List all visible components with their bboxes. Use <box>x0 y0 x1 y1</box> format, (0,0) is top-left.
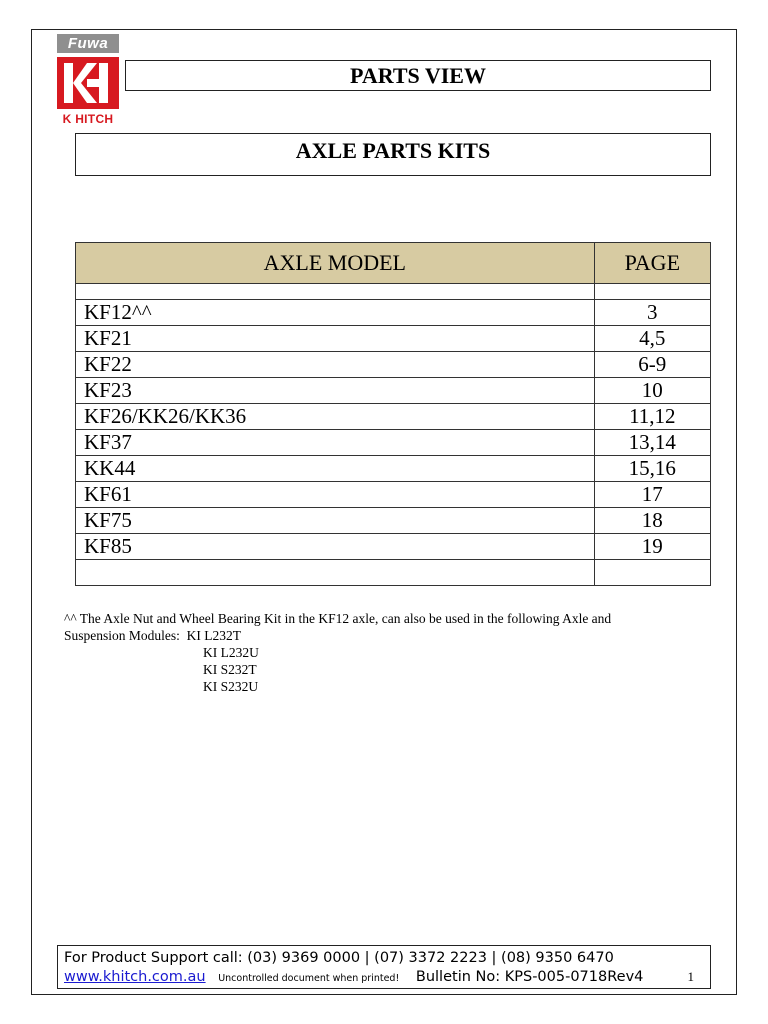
page-cell: 10 <box>594 378 710 404</box>
footnote <box>64 610 704 695</box>
table-spacer-row <box>76 284 711 300</box>
bulletin-number: Bulletin No: KPS-005-0718Rev4 <box>415 969 644 985</box>
axle-model-cell: KF75 <box>76 508 595 534</box>
page-cell: 13,14 <box>594 430 710 456</box>
table-row <box>76 482 711 508</box>
table-row <box>76 378 711 404</box>
website-link[interactable]: www.khitch.com.au <box>64 969 206 985</box>
table-row <box>76 352 711 378</box>
column-header-page: PAGE <box>594 243 710 284</box>
fuwa-brand-label: Fuwa <box>57 34 119 53</box>
page-title: PARTS VIEW <box>125 60 711 91</box>
axle-model-cell: KF61 <box>76 482 595 508</box>
axle-model-cell: KF37 <box>76 430 595 456</box>
page-cell: 6-9 <box>594 352 710 378</box>
table-header-row <box>76 243 711 284</box>
company-logo <box>57 34 119 126</box>
axle-model-cell: KF85 <box>76 534 595 560</box>
footnote-modules-line <box>64 627 704 644</box>
axle-model-cell: KF12^^ <box>76 300 595 326</box>
column-header-axle-model: AXLE MODEL <box>76 243 595 284</box>
page-cell: 19 <box>594 534 710 560</box>
khitch-wordmark: K HITCH <box>62 112 114 126</box>
module-item: KI S232U <box>203 679 259 694</box>
footer-info-line <box>64 968 704 988</box>
table-row <box>76 404 711 430</box>
kh-logo-icon <box>57 57 119 109</box>
axle-model-cell: KF23 <box>76 378 595 404</box>
table-row <box>76 508 711 534</box>
page-number: 1 <box>687 969 694 984</box>
axle-model-cell: KF22 <box>76 352 595 378</box>
page-footer <box>57 945 711 989</box>
page-cell: 18 <box>594 508 710 534</box>
axle-parts-table <box>75 242 711 586</box>
page-cell: 3 <box>594 300 710 326</box>
page-cell: 4,5 <box>594 326 710 352</box>
axle-model-cell: KF26/KK26/KK36 <box>76 404 595 430</box>
module-item: KI S232T <box>203 662 257 677</box>
page-cell: 11,12 <box>594 404 710 430</box>
table-row <box>76 300 711 326</box>
table-row <box>76 430 711 456</box>
footnote-line: ^^ The Axle Nut and Wheel Bearing Kit in the KF12 axle, can also be used in the following Axle and <box>64 611 612 626</box>
page-cell: 17 <box>594 482 710 508</box>
table-empty-row <box>76 560 711 586</box>
table-row <box>76 534 711 560</box>
module-item: KI L232U <box>203 645 259 660</box>
footnote-prefix: Suspension Modules: <box>64 628 180 643</box>
section-title: AXLE PARTS KITS <box>75 133 711 176</box>
support-phone-line: For Product Support call: (03) 9369 0000 | (07) 3372 2223 | (08) 9350 6470 <box>64 950 614 966</box>
axle-model-cell: KK44 <box>76 456 595 482</box>
module-item: KI L232T <box>186 628 242 643</box>
table-row <box>76 326 711 352</box>
axle-model-cell: KF21 <box>76 326 595 352</box>
page-cell: 15,16 <box>594 456 710 482</box>
table-row <box>76 456 711 482</box>
uncontrolled-notice: Uncontrolled document when printed! <box>218 973 400 984</box>
